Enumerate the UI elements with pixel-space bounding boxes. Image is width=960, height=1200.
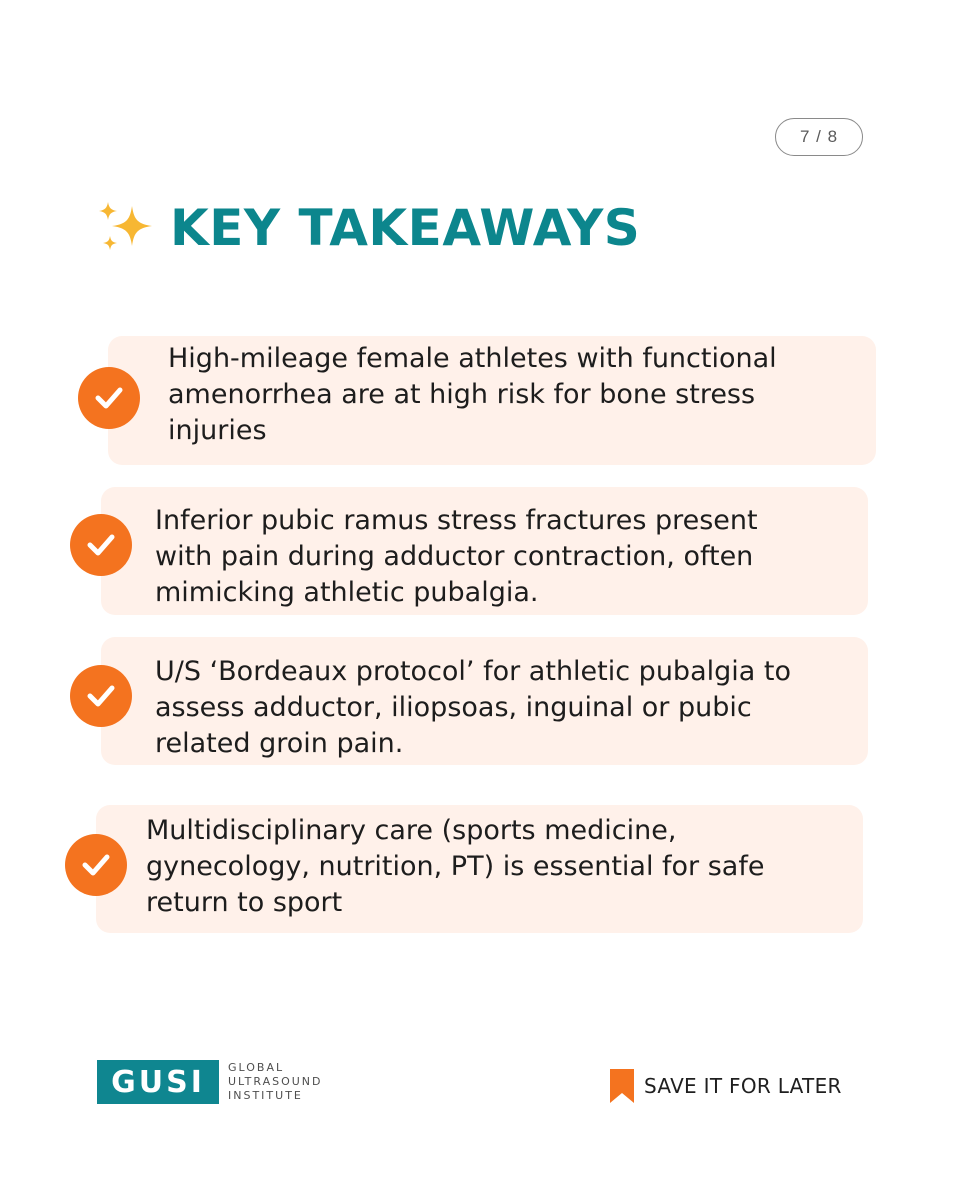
save-for-later <box>609 1068 842 1104</box>
logo-line-ultrasound: ULTRASOUND <box>228 1075 323 1088</box>
check-circle-icon <box>70 665 132 727</box>
page-indicator: 7 / 8 <box>775 118 863 156</box>
logo-abbr: GUSI <box>97 1060 219 1104</box>
gusi-logo <box>97 1060 323 1104</box>
bookmark-icon <box>609 1068 635 1104</box>
takeaway-text: High-mileage female athletes with functional amenorrhea are at high risk for bone stress injuries <box>168 343 777 446</box>
logo-line-institute: INSTITUTE <box>228 1089 303 1102</box>
logo-line-global: GLOBAL <box>228 1061 285 1074</box>
takeaway-text: Inferior pubic ramus stress fractures present with pain during adductor contraction, often mimicking athletic pubalgia. <box>155 505 758 608</box>
takeaway-text: Multidisciplinary care (sports medicine, gynecology, nutrition, PT) is essential for safe return to sport <box>146 815 765 918</box>
takeaway-text: U/S ‘Bordeaux protocol’ for athletic pubalgia to assess adductor, iliopsoas, inguinal or pubic related groin pain. <box>155 656 791 759</box>
sparkles-icon <box>96 198 156 258</box>
check-circle-icon <box>65 834 127 896</box>
check-circle-icon <box>78 367 140 429</box>
page-title: KEY TAKEAWAYS <box>170 199 641 257</box>
logo-words <box>228 1061 323 1103</box>
title-row <box>96 198 640 258</box>
save-label: SAVE IT FOR LATER <box>644 1074 842 1098</box>
check-circle-icon <box>70 514 132 576</box>
